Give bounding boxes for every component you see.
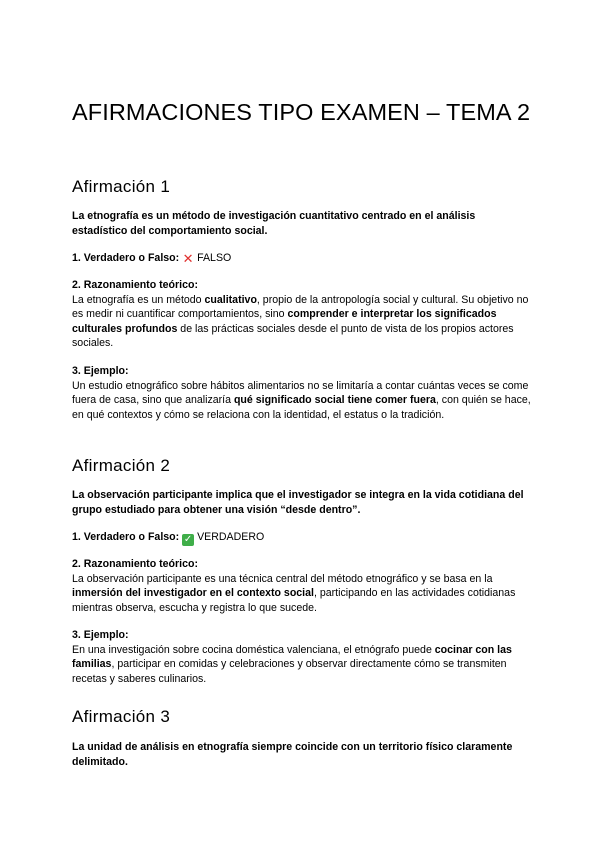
statement-2: La observación participante implica que el investigador se integra en la vida cotidiana del grupo estudiado para obtener una visión “desde dentro”. [72, 489, 524, 516]
verdict-label-2: 1. Verdadero o Falso: [72, 531, 180, 543]
section-heading-3: Afirmación 3 [72, 707, 171, 726]
cross-mark-icon: ✕ [182, 251, 194, 266]
example-label-2: 3. Ejemplo: [72, 629, 129, 641]
check-mark-icon: ✓ [183, 534, 193, 545]
example-block-2 [72, 628, 532, 686]
reasoning-label-1: 2. Razonamiento teórico: [72, 279, 198, 291]
reasoning-label-2: 2. Razonamiento teórico: [72, 558, 198, 570]
verdict-line-2 [72, 530, 532, 546]
example-text: Un estudio etnográfico sobre hábitos alimentarios no se limitaría a contar cuántas veces se come fuera de casa, sino que analizaría [72, 379, 529, 407]
reasoning-text: , propio de la antropología social y cultural. Su objetivo no es medir ni cuantificar comportamientos, sino [72, 293, 529, 321]
reasoning-emphasis: cualitativo [204, 293, 257, 306]
reasoning-text: La etnografía es un método [72, 293, 205, 306]
verdict-label-1: 1. Verdadero o Falso: [72, 252, 180, 264]
reasoning-block-2 [72, 557, 532, 615]
reasoning-emphasis: inmersión del investigador en el contexto social [72, 587, 314, 600]
statement-3: La unidad de análisis en etnografía siempre coincide con un territorio físico claramente delimitado. [72, 741, 513, 768]
example-block-1 [72, 364, 532, 422]
reasoning-text: , participando en las actividades cotidianas mientras observa, escucha y registra lo que sucede. [72, 587, 516, 614]
section-heading-2: Afirmación 2 [72, 456, 171, 475]
verdict-line-1 [72, 251, 532, 266]
reasoning-block-1 [72, 278, 532, 351]
verdict-value-2: VERDADERO [197, 531, 265, 543]
example-text: , con quién se hace, en qué contextos y cómo se relaciona con la identidad, el estatus o la tradición. [72, 394, 531, 421]
example-emphasis: qué significado social tiene comer fuera [233, 394, 436, 407]
example-text: , participar en comidas y celebraciones y observar directamente cómo se transmiten recetas y saberes culinarios. [72, 658, 507, 685]
reasoning-text: de las prácticas sociales desde el punto de vista de los propios actores sociales. [72, 322, 514, 350]
statement-1: La etnografía es un método de investigación cuantitativo centrado en el análisis estadístico del comportamiento social. [72, 210, 476, 237]
example-label-1: 3. Ejemplo: [72, 365, 129, 377]
reasoning-emphasis: comprender e interpretar los significados culturales profundos [72, 308, 497, 335]
verdict-value-1: FALSO [197, 252, 232, 264]
example-text: En una investigación sobre cocina doméstica valenciana, el etnógrafo puede [72, 643, 435, 656]
section-heading-1: Afirmación 1 [72, 177, 171, 196]
example-emphasis: cocinar con las familias [72, 643, 512, 671]
reasoning-text: La observación participante es una técnica central del método etnográfico y se basa en la [72, 572, 493, 585]
document-title: AFIRMACIONES TIPO EXAMEN – TEMA 2 [72, 99, 531, 125]
